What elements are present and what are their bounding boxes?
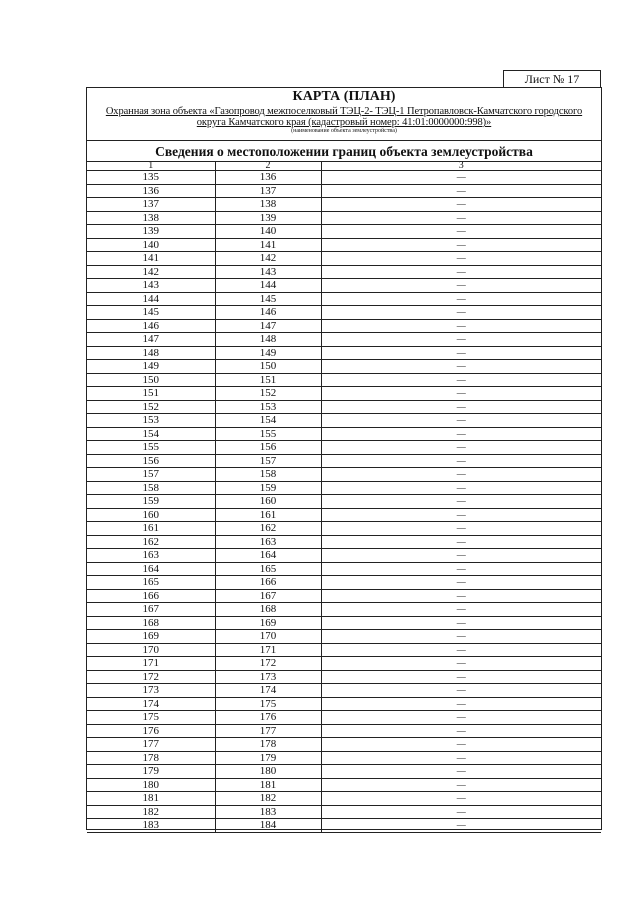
dash-mark: — [456,590,466,601]
dash-mark: — [456,631,466,642]
point-to-cell: 173 [215,670,321,684]
point-from-cell: 153 [87,414,215,428]
dash-mark: — [456,320,466,331]
description-cell [321,549,601,563]
document-header [87,88,601,141]
dash-mark: — [456,550,466,561]
point-to-cell: 154 [215,414,321,428]
point-from-cell: 155 [87,441,215,455]
point-to-cell: 179 [215,751,321,765]
table-row [87,481,601,495]
dash-mark: — [456,712,466,723]
point-from-cell: 135 [87,171,215,185]
dash-mark: — [456,212,466,223]
table-row [87,495,601,509]
table-row [87,292,601,306]
point-to-cell: 169 [215,616,321,630]
column-header: 3 [321,162,601,171]
description-cell [321,387,601,401]
column-header: 1 [87,162,215,171]
table-row [87,724,601,738]
description-cell [321,657,601,671]
table-row [87,225,601,239]
description-cell [321,238,601,252]
table-row [87,589,601,603]
description-cell [321,373,601,387]
table-row [87,468,601,482]
dash-mark: — [456,577,466,588]
description-cell [321,400,601,414]
description-cell [321,711,601,725]
point-to-cell: 148 [215,333,321,347]
description-cell [321,508,601,522]
point-from-cell: 157 [87,468,215,482]
table-row [87,346,601,360]
point-to-cell: 178 [215,738,321,752]
dash-mark: — [456,685,466,696]
point-to-cell: 155 [215,427,321,441]
point-to-cell: 141 [215,238,321,252]
point-from-cell: 182 [87,805,215,819]
table-row [87,171,601,185]
table-header-row [87,162,601,171]
point-from-cell: 163 [87,549,215,563]
point-to-cell: 176 [215,711,321,725]
table-body [87,171,601,833]
point-to-cell: 182 [215,792,321,806]
point-to-cell: 142 [215,252,321,266]
point-from-cell: 159 [87,495,215,509]
description-cell [321,670,601,684]
dash-mark: — [456,239,466,250]
point-from-cell: 149 [87,360,215,374]
table-row [87,738,601,752]
document-title: КАРТА (ПЛАН) [292,89,396,104]
table-row [87,670,601,684]
point-from-cell: 177 [87,738,215,752]
description-cell [321,778,601,792]
point-from-cell: 170 [87,643,215,657]
point-to-cell: 136 [215,171,321,185]
description-cell [321,805,601,819]
table-row [87,549,601,563]
point-from-cell: 154 [87,427,215,441]
description-cell [321,562,601,576]
table-row [87,387,601,401]
point-to-cell: 157 [215,454,321,468]
point-to-cell: 172 [215,657,321,671]
description-cell [321,414,601,428]
description-cell [321,171,601,185]
point-from-cell: 180 [87,778,215,792]
point-from-cell: 176 [87,724,215,738]
sheet-number-label: Лист № 17 [503,70,601,88]
table-row [87,643,601,657]
description-cell [321,684,601,698]
table-row [87,211,601,225]
description-cell [321,454,601,468]
description-cell [321,441,601,455]
point-to-cell: 139 [215,211,321,225]
point-from-cell: 166 [87,589,215,603]
description-cell [321,346,601,360]
point-from-cell: 160 [87,508,215,522]
point-from-cell: 167 [87,603,215,617]
point-to-cell: 150 [215,360,321,374]
dash-mark: — [456,388,466,399]
dash-mark: — [456,739,466,750]
point-to-cell: 181 [215,778,321,792]
point-from-cell: 158 [87,481,215,495]
point-from-cell: 162 [87,535,215,549]
description-cell [321,198,601,212]
description-cell [321,697,601,711]
dash-mark: — [456,374,466,385]
table-row [87,535,601,549]
dash-mark: — [456,604,466,615]
description-cell [321,792,601,806]
point-to-cell: 160 [215,495,321,509]
point-to-cell: 158 [215,468,321,482]
description-cell [321,589,601,603]
description-cell [321,724,601,738]
point-to-cell: 138 [215,198,321,212]
description-cell [321,211,601,225]
point-to-cell: 146 [215,306,321,320]
point-to-cell: 167 [215,589,321,603]
table-row [87,751,601,765]
description-cell [321,603,601,617]
point-from-cell: 142 [87,265,215,279]
object-name: Охранная зона объекта «Газопровод межпоселковый ТЭЦ-2- ТЭЦ-1 Петропавловск-Камчатского городского округа Камчатского края (кадастровый номер: 41:01:0000000:998)» [105,106,583,128]
description-cell [321,751,601,765]
table-row [87,562,601,576]
description-cell [321,616,601,630]
table-row [87,697,601,711]
dash-mark: — [456,725,466,736]
point-to-cell: 183 [215,805,321,819]
point-to-cell: 171 [215,643,321,657]
dash-mark: — [456,482,466,493]
table-row [87,427,601,441]
point-to-cell: 153 [215,400,321,414]
table-row [87,630,601,644]
dash-mark: — [456,361,466,372]
table-row [87,252,601,266]
boundary-table [87,162,601,833]
description-cell [321,184,601,198]
point-to-cell: 164 [215,549,321,563]
point-to-cell: 137 [215,184,321,198]
dash-mark: — [456,307,466,318]
table-row [87,765,601,779]
point-to-cell: 143 [215,265,321,279]
point-to-cell: 175 [215,697,321,711]
point-from-cell: 144 [87,292,215,306]
table-row [87,616,601,630]
table-row [87,400,601,414]
point-from-cell: 143 [87,279,215,293]
point-from-cell: 150 [87,373,215,387]
dash-mark: — [456,820,466,831]
table-row [87,360,601,374]
dash-mark: — [456,415,466,426]
table-row [87,711,601,725]
column-header: 2 [215,162,321,171]
table-row [87,778,601,792]
table-row [87,657,601,671]
description-cell [321,306,601,320]
table-row [87,238,601,252]
point-from-cell: 139 [87,225,215,239]
dash-mark: — [456,266,466,277]
table-row [87,441,601,455]
dash-mark: — [456,752,466,763]
dash-mark: — [456,401,466,412]
point-from-cell: 147 [87,333,215,347]
point-from-cell: 173 [87,684,215,698]
point-from-cell: 161 [87,522,215,536]
dash-mark: — [456,469,466,480]
table-row [87,819,601,833]
dash-mark: — [456,658,466,669]
dash-mark: — [456,172,466,183]
dash-mark: — [456,185,466,196]
description-cell [321,225,601,239]
dash-mark: — [456,347,466,358]
description-cell [321,265,601,279]
dash-mark: — [456,806,466,817]
dash-mark: — [456,644,466,655]
point-from-cell: 181 [87,792,215,806]
description-cell [321,319,601,333]
dash-mark: — [456,253,466,264]
point-to-cell: 156 [215,441,321,455]
dash-mark: — [456,509,466,520]
point-from-cell: 179 [87,765,215,779]
dash-mark: — [456,536,466,547]
description-cell [321,522,601,536]
description-cell [321,292,601,306]
point-to-cell: 163 [215,535,321,549]
dash-mark: — [456,766,466,777]
point-from-cell: 156 [87,454,215,468]
table-row [87,414,601,428]
description-cell [321,360,601,374]
description-cell [321,468,601,482]
table-row [87,265,601,279]
dash-mark: — [456,563,466,574]
description-cell [321,495,601,509]
point-to-cell: 161 [215,508,321,522]
point-from-cell: 164 [87,562,215,576]
object-name-hint: (наименование объекта землеустройства) [291,128,397,134]
description-cell [321,630,601,644]
point-from-cell: 172 [87,670,215,684]
table-row [87,805,601,819]
dash-mark: — [456,698,466,709]
point-to-cell: 174 [215,684,321,698]
table-row [87,333,601,347]
table-row [87,576,601,590]
point-to-cell: 170 [215,630,321,644]
point-to-cell: 145 [215,292,321,306]
description-cell [321,279,601,293]
dash-mark: — [456,523,466,534]
table-row [87,198,601,212]
point-to-cell: 151 [215,373,321,387]
description-cell [321,576,601,590]
dash-mark: — [456,671,466,682]
point-from-cell: 168 [87,616,215,630]
point-from-cell: 146 [87,319,215,333]
point-to-cell: 159 [215,481,321,495]
dash-mark: — [456,280,466,291]
point-from-cell: 175 [87,711,215,725]
description-cell [321,765,601,779]
point-from-cell: 148 [87,346,215,360]
point-from-cell: 174 [87,697,215,711]
dash-mark: — [456,496,466,507]
table-row [87,508,601,522]
point-to-cell: 168 [215,603,321,617]
dash-mark: — [456,226,466,237]
point-from-cell: 178 [87,751,215,765]
table-row [87,454,601,468]
table-row [87,319,601,333]
description-cell [321,643,601,657]
table-row [87,373,601,387]
dash-mark: — [456,617,466,628]
point-to-cell: 165 [215,562,321,576]
point-from-cell: 138 [87,211,215,225]
dash-mark: — [456,455,466,466]
dash-mark: — [456,442,466,453]
point-from-cell: 183 [87,819,215,833]
point-to-cell: 147 [215,319,321,333]
point-to-cell: 166 [215,576,321,590]
point-from-cell: 152 [87,400,215,414]
description-cell [321,535,601,549]
table-row [87,792,601,806]
point-to-cell: 162 [215,522,321,536]
point-to-cell: 184 [215,819,321,833]
point-from-cell: 141 [87,252,215,266]
dash-mark: — [456,293,466,304]
description-cell [321,738,601,752]
point-to-cell: 149 [215,346,321,360]
table-row [87,306,601,320]
dash-mark: — [456,793,466,804]
table-row [87,522,601,536]
point-from-cell: 140 [87,238,215,252]
point-to-cell: 144 [215,279,321,293]
description-cell [321,427,601,441]
table-row [87,684,601,698]
description-cell [321,252,601,266]
point-from-cell: 151 [87,387,215,401]
dash-mark: — [456,199,466,210]
section-title: Сведения о местоположении границ объекта землеустройства [87,141,601,162]
point-from-cell: 145 [87,306,215,320]
point-to-cell: 152 [215,387,321,401]
point-to-cell: 180 [215,765,321,779]
dash-mark: — [456,334,466,345]
description-cell [321,333,601,347]
document-frame [86,87,602,830]
point-from-cell: 169 [87,630,215,644]
table-row [87,603,601,617]
table-row [87,184,601,198]
point-to-cell: 177 [215,724,321,738]
description-cell [321,819,601,833]
description-cell [321,481,601,495]
table-row [87,279,601,293]
dash-mark: — [456,428,466,439]
point-from-cell: 137 [87,198,215,212]
point-from-cell: 165 [87,576,215,590]
point-from-cell: 171 [87,657,215,671]
point-from-cell: 136 [87,184,215,198]
point-to-cell: 140 [215,225,321,239]
dash-mark: — [456,779,466,790]
